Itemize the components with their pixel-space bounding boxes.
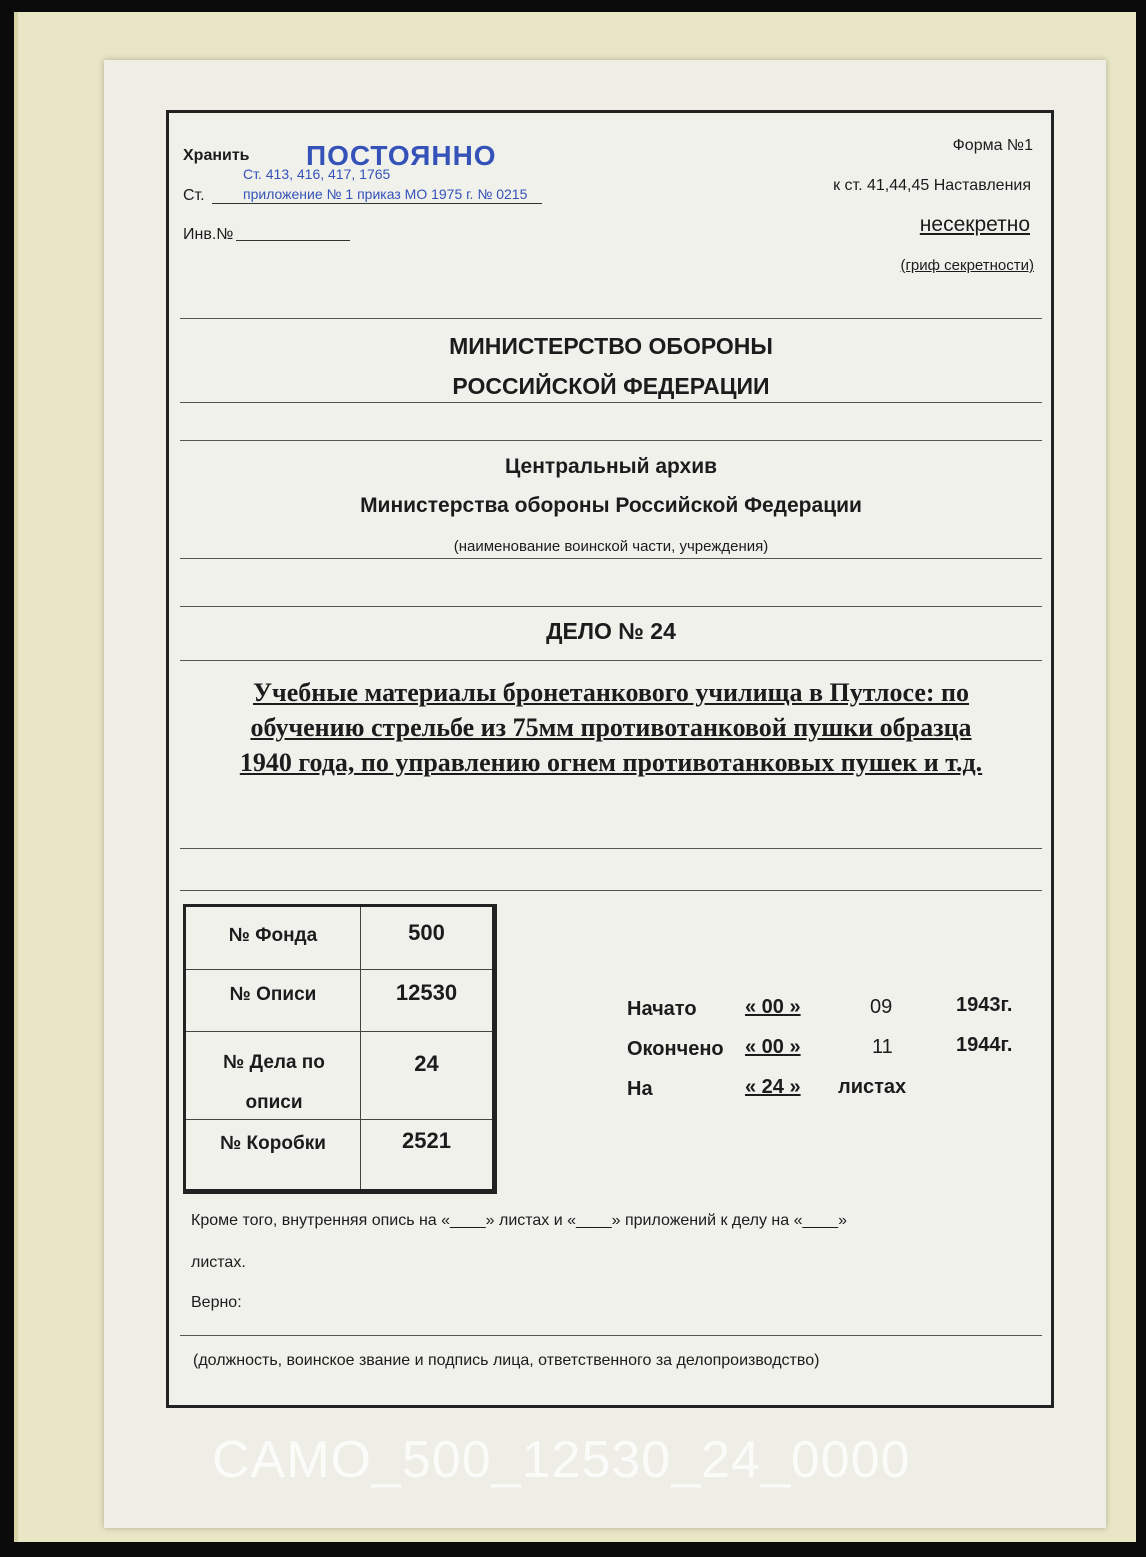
separator-9: [180, 1335, 1042, 1336]
permanent-stamp: ПОСТОЯННО: [306, 140, 497, 171]
table-row: [186, 1031, 492, 1120]
case-description-line: Учебные материалы бронетанкового училища в Путлосе: по: [252, 678, 970, 707]
sheets-suffix: листах: [838, 1076, 907, 1098]
separator-3: [180, 440, 1042, 441]
keep-label: Хранить: [183, 147, 250, 164]
ended-month: 11: [872, 1036, 893, 1058]
case-description: [180, 678, 1042, 788]
separator-2: [180, 402, 1042, 403]
archive-caption: (наименование воинской части, учреждения): [453, 538, 769, 555]
signature-caption: (должность, воинское звание и подпись лица, ответственного за делопроизводство): [193, 1352, 820, 1369]
box-value: 2521: [402, 1128, 451, 1153]
archive-block: [180, 450, 1042, 570]
form-number: Форма №1: [952, 137, 1033, 154]
opis-value: 12530: [395, 980, 458, 1005]
ended-year: 1944г.: [956, 1034, 1013, 1056]
ended-label: Окончено: [627, 1038, 724, 1060]
box-label: № Коробки: [220, 1133, 326, 1154]
inventory-note-end: листах.: [191, 1254, 246, 1271]
inv-label: Инв.№: [183, 226, 234, 243]
sheets-count: « 24 »: [745, 1076, 801, 1098]
secrecy-caption: (гриф секретности): [900, 257, 1034, 274]
started-label: Начато: [627, 998, 697, 1020]
st-underline: [212, 203, 542, 204]
ministry-line-2: РОССИЙСКОЙ ФЕДЕРАЦИИ: [452, 373, 770, 399]
separator-7: [180, 848, 1042, 849]
case-title-block: [180, 615, 1042, 655]
archive-line-1: Центральный архив: [504, 455, 718, 478]
verified-label: Верно:: [191, 1294, 242, 1311]
ministry-line-1: МИНИСТЕРСТВО ОБОРОНЫ: [449, 333, 773, 359]
inventory-note: Кроме того, внутренняя опись на «____» листах и «____» приложений к делу на «____»: [191, 1212, 847, 1229]
archive-line-2: Министерства обороны Российской Федерации: [360, 494, 862, 517]
st-label: Ст.: [183, 187, 205, 204]
started-year: 1943г.: [956, 994, 1013, 1016]
case-description-line: обучению стрельбе из 75мм противотанковой пушки образца: [250, 713, 972, 742]
table-row: [186, 969, 492, 1032]
stamp-order: приложение № 1 приказ МО 1975 г. № 0215: [243, 186, 528, 202]
identifiers-table: [183, 904, 497, 1194]
fond-value: 500: [408, 920, 445, 945]
ended-day: « 00 »: [745, 1036, 801, 1058]
case-description-line: 1940 года, по управлению огнем противотанковых пушек и т.д.: [239, 748, 983, 777]
sheets-label: На: [627, 1078, 653, 1100]
form-reference: к ст. 41,44,45 Наставления: [833, 177, 1031, 194]
delo-label: № Дела по описи: [223, 1052, 325, 1113]
secrecy-value: несекретно: [919, 213, 1030, 236]
opis-label: № Описи: [229, 984, 317, 1005]
ministry-block: [180, 330, 1042, 410]
separator-6: [180, 660, 1042, 661]
separator-5: [180, 606, 1042, 607]
archive-watermark: CAMO_500_12530_24_0000: [212, 1431, 911, 1489]
inv-underline: [236, 240, 350, 241]
table-row: [186, 1119, 492, 1189]
table-row: [186, 907, 492, 970]
case-title: ДЕЛО № 24: [546, 618, 676, 644]
separator-8: [180, 890, 1042, 891]
fond-label: № Фонда: [228, 925, 318, 946]
separator-4: [180, 558, 1042, 559]
stamp-articles: Ст. 413, 416, 417, 1765: [243, 166, 391, 182]
started-month: 09: [870, 996, 893, 1018]
separator-1: [180, 318, 1042, 319]
delo-value: 24: [414, 1051, 439, 1076]
started-day: « 00 »: [745, 996, 801, 1018]
